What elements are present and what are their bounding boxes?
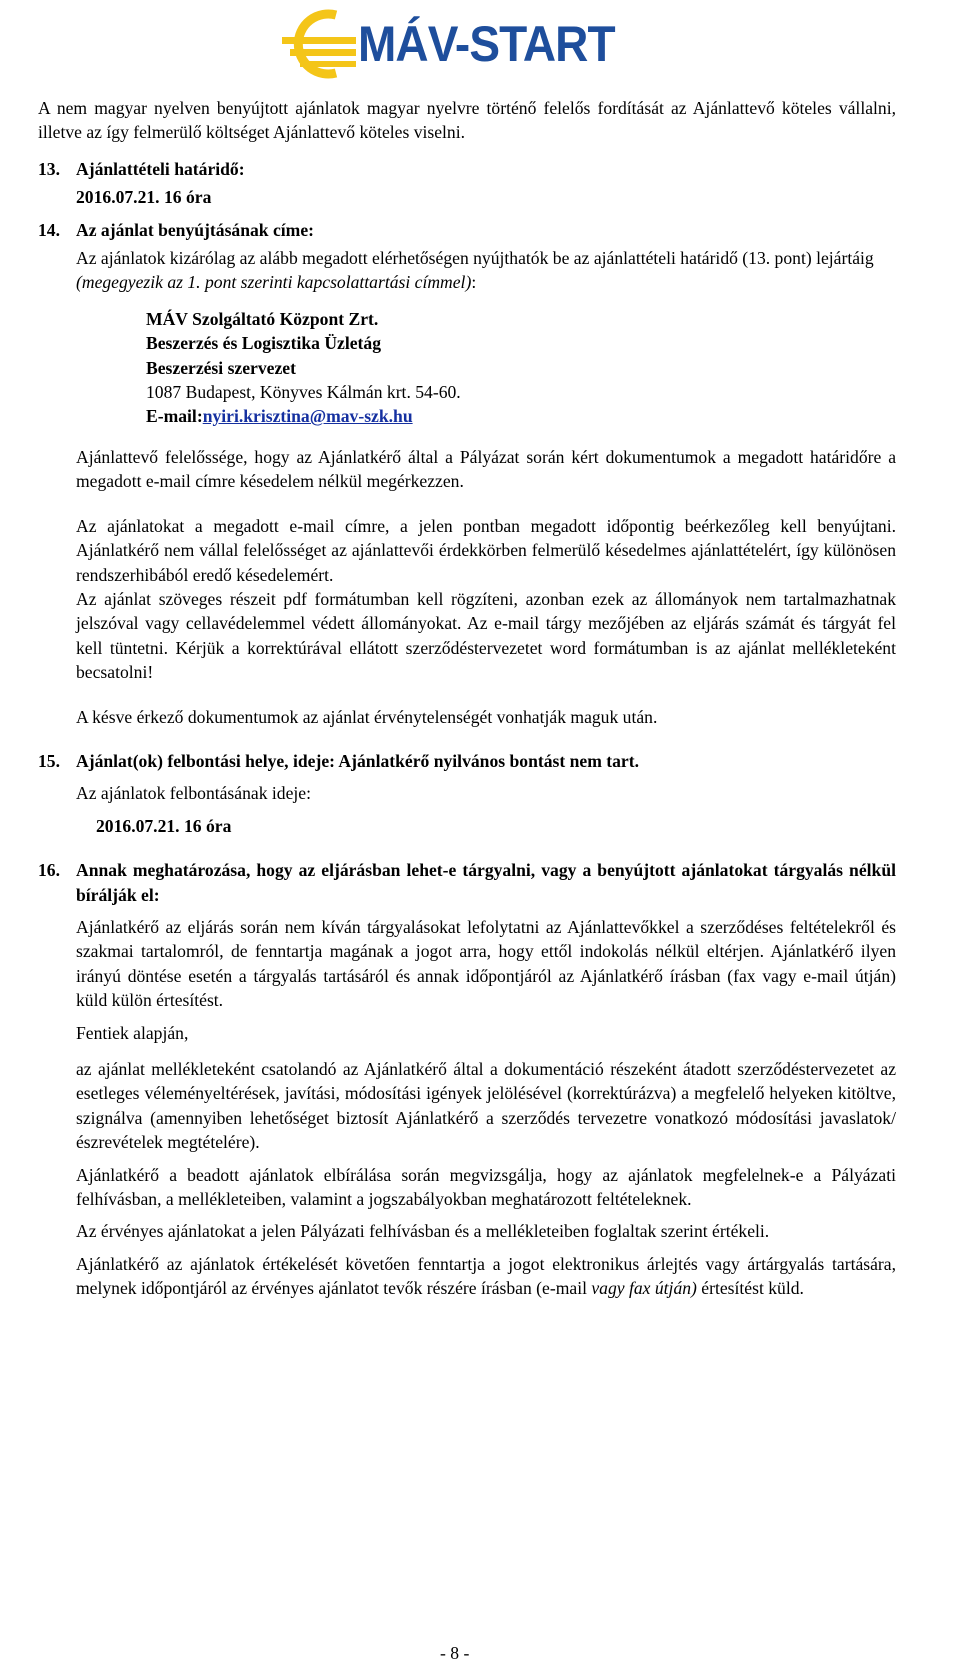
valid-offers-paragraph: Az érvényes ajánlatokat a jelen Pályázati felhívásban és a mellékleteiben foglaltak szerint értékeli.: [76, 1221, 770, 1242]
negotiation-paragraph: Ajánlatkérő az eljárás során nem kíván tárgyalásokat lefolytatni az Ajánlattevőkkel a szerződéses feltételekről és szakmai tartalomról, de fenntartja magának a jogot arra, hogy ettől indokolás nélkül eltérjen. Ajánlatkérő ilyen irányú döntése esetén a tárgyalás tartásáról és annak időpontjáról az Ajánlatkérő írásban (fax vagy e-mail útján) küld külön értesítést.: [76, 916, 896, 1011]
address-unit: Beszerzés és Logisztika Üzletág: [146, 333, 381, 354]
evaluation-check-paragraph: Ajánlatkérő a beadott ajánlatok elbírálása során megvizsgálja, hogy az ajánlatok megfelelnek-e a Pályázati felhívásban, a mellékleteiben, valamint a jogszabályokban meghatározott feltételeknek.: [76, 1164, 896, 1210]
email-line: E-mail:nyiri.krisztina@mav-szk.hu: [146, 406, 413, 427]
intro-paragraph: A nem magyar nyelven benyújtott ajánlatok magyar nyelvre történő felelős fordítását az Ajánlattevő köteles vállalni, illetve az így felmerülő költséget Ajánlattevő köteles viselni.: [38, 98, 896, 143]
section-13: [38, 157, 896, 210]
section-14: [38, 218, 896, 729]
section-15: [38, 749, 896, 838]
email-submission-paragraph: Az ajánlatokat a megadott e-mail címre, a jelen pontban megadott időpontig beérkezőleg kell benyújtani. Ajánlatkérő nem vállal felelősséget az ajánlattevői érdekkörben felmerülő késedelmes ajánlattételért, így különösen rendszerhibából eredő késedelemért.: [76, 515, 896, 585]
therefore-paragraph: Fentiek alapján,: [76, 1022, 189, 1043]
logo-emblem-icon: [276, 9, 362, 79]
section-title: Ajánlattételi határidő:: [76, 158, 245, 179]
section-number: 15.: [38, 750, 60, 771]
deadline-value: 2016.07.21. 16 óra: [76, 187, 212, 208]
address-org: MÁV Szolgáltató Központ Zrt.: [146, 308, 379, 329]
address-dept: Beszerzési szervezet: [146, 357, 296, 378]
logo-wordmark: MÁV-START: [358, 16, 615, 72]
address-block: [76, 307, 896, 429]
section-number: 13.: [38, 158, 60, 179]
document-body: [38, 96, 896, 1301]
section-number: 16.: [38, 860, 60, 881]
draft-contract-paragraph: az ajánlat mellékleteként csatolandó az Ajánlatkérő által a dokumentáció részeként átadott szerződéstervezetet az esetleges véleményeltérések, javítási, módosítási igények jelölésével (korrektúrázva) a megfelelő helyeken kitöltve, szignálva (amennyiben lehetőséget biztosít Ajánlatkérő a szerződés tervezetre vonatkozó módosítási javaslatok/észrevételek megtételére).: [76, 1059, 896, 1153]
section-number: 14.: [38, 219, 60, 240]
format-paragraph: Az ajánlat szöveges részeit pdf formátumban kell rögzíteni, azonban ezek az állományok nem tartalmazhatnak jelszóval vagy cellavédelemmel védett állományokat. Az e-mail tárgy mezőjében az eljárás számát és tárgyát fel kell tüntetni. Kérjük a korrektúrával ellátott szerződéstervezetet word formátumban is az ajánlat mellékleteként becsatolni!: [76, 588, 896, 683]
section-16: [38, 858, 896, 1301]
submission-paragraph: Az ajánlatok kizárólag az alább megadott elérhetőségen nyújthatók be az ajánlattételi határidő (13. pont) lejártáig (megegyezik az 1. pont szerinti kapcsolattartási címmel):: [76, 248, 874, 293]
opening-value: 2016.07.21. 16 óra: [96, 815, 232, 836]
opening-label: Az ajánlatok felbontásának ideje:: [76, 783, 311, 804]
section-title: Annak meghatározása, hogy az eljárásban lehet-e tárgyalni, vagy a benyújtott ajánlatokat tárgyalás nélkül bírálják el:: [76, 860, 896, 905]
responsibility-paragraph: Ajánlattevő felelőssége, hogy az Ajánlatkérő által a Pályázat során kért dokumentumok a megadott határidőre a megadott e-mail címre késedelem nélkül megérkezzen.: [76, 446, 896, 492]
late-documents-paragraph: A késve érkező dokumentumok az ajánlat érvénytelenségét vonhatják maguk után.: [76, 706, 658, 727]
auction-paragraph: Ajánlatkérő az ajánlatok értékelését követően fenntartja a jogot elektronikus árlejtés vagy ártárgyalás tartására, melynek időpontjáról az érvényes ajánlatot tevők részére írásban (e-mail vagy fax útján) értesítést küld.: [76, 1253, 896, 1299]
email-link[interactable]: nyiri.krisztina@mav-szk.hu: [202, 406, 413, 427]
mav-start-logo: [276, 6, 637, 82]
section-title: Ajánlat(ok) felbontási helye, ideje: Ajánlatkérő nyilvános bontást nem tart.: [76, 750, 639, 771]
section-title: Az ajánlat benyújtásának címe:: [76, 219, 314, 240]
address-street: 1087 Budapest, Könyves Kálmán krt. 54-60.: [146, 382, 461, 403]
